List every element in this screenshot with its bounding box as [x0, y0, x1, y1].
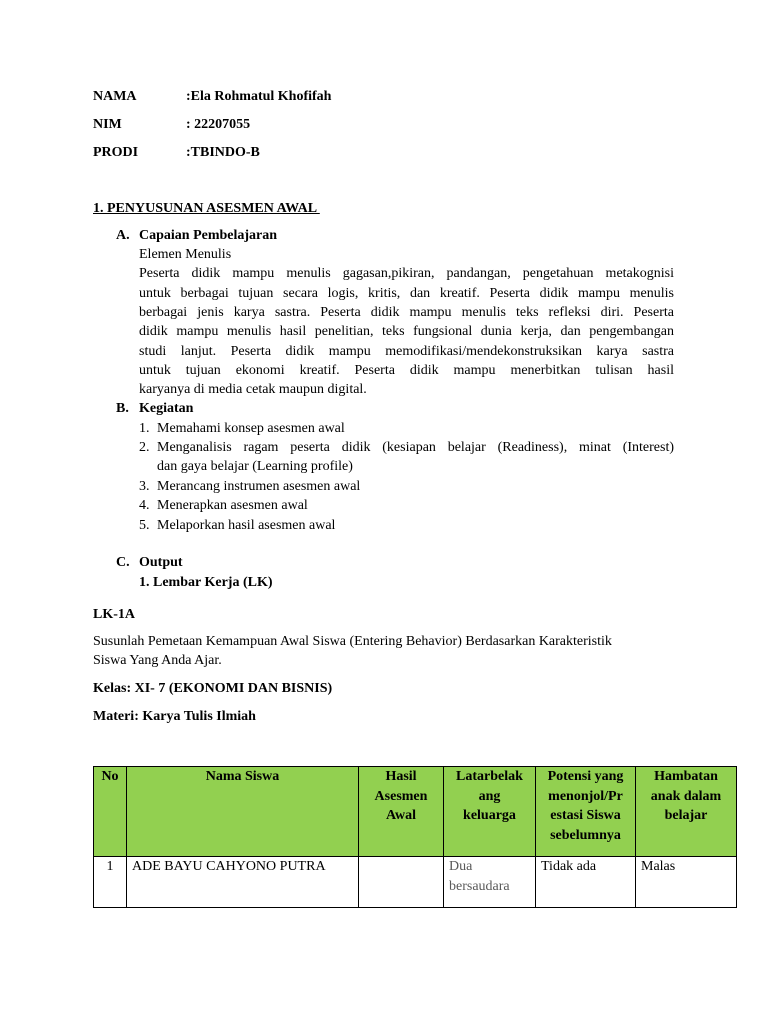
- cell-nama-siswa: ADE BAYU CAHYONO PUTRA: [127, 857, 359, 908]
- header-line: estasi Siswa: [550, 808, 621, 823]
- kelas-label: Kelas: XI- 7 (EKONOMI DAN BISNIS): [93, 681, 333, 696]
- section-c-title: Output: [139, 555, 183, 570]
- header-hasil-asesmen: [359, 767, 444, 857]
- header-line: Asesmen: [374, 788, 428, 804]
- section-c-letter: C.: [116, 555, 130, 570]
- list-item: Menganalisis ragam peserta didik (kesiapan belajar (Readiness), minat (Interest): [157, 440, 674, 455]
- header-line: Hambatan: [654, 769, 718, 784]
- paragraph-line: berbagai jenis karya sastra. Peserta didik mampu menulis teks refleksi diri. Peserta: [139, 305, 674, 320]
- lk-instruction-line: Siswa Yang Anda Ajar.: [93, 653, 222, 668]
- list-number: 4.: [139, 498, 150, 513]
- lk-instruction-line: Susunlah Pemetaan Kemampuan Awal Siswa (Entering Behavior) Berdasarkan Karakteristik: [93, 634, 612, 649]
- list-number: 1.: [139, 420, 150, 436]
- section-b-title: Kegiatan: [139, 401, 194, 416]
- cell-latar-belakang: [444, 857, 536, 908]
- list-number: 5.: [139, 517, 150, 533]
- header-line: Potensi yang: [547, 769, 624, 784]
- header-latar-belakang: [444, 767, 536, 857]
- nim-label: NIM: [93, 117, 122, 132]
- list-item-continuation: dan gaya belajar (Learning profile): [157, 459, 353, 474]
- paragraph-line: untuk tujuan ekonomi kreatif. Peserta didik mampu menerbitkan tulisan hasil: [139, 363, 674, 378]
- cell-hambatan: Malas: [636, 857, 737, 908]
- header-line: belajar: [664, 808, 708, 823]
- paragraph-line: karyanya di media cetak maupun digital.: [139, 382, 367, 397]
- cell-hasil-asesmen: [359, 857, 444, 908]
- prodi-label: PRODI: [93, 145, 139, 160]
- prodi-value: :TBINDO-B: [186, 145, 260, 160]
- header-potensi: [536, 767, 636, 857]
- header-line: Latarbelak: [456, 769, 523, 784]
- nim-value: : 22207055: [186, 117, 251, 132]
- table-header-row: [94, 767, 737, 857]
- paragraph-line: didik mampu menulis hasil penelitian, teks fungsional dunia kerja, dan pengembangan: [139, 324, 674, 339]
- lk-title: LK-1A: [93, 607, 135, 622]
- header-line: Awal: [385, 808, 417, 823]
- nama-value: :Ela Rohmatul Khofifah: [186, 89, 332, 104]
- paragraph-line: studi lanjut. Peserta didik mampu memodifikasi/mendekonstruksikan karya sastra: [139, 343, 674, 359]
- header-line: sebelumnya: [550, 827, 621, 843]
- section-a-subtitle: Elemen Menulis: [139, 247, 232, 262]
- list-number: 3.: [139, 478, 150, 494]
- paragraph-line: untuk berbagai tujuan secara logis, kritis, dan kreatif. Peserta didik mampu menulis: [139, 285, 674, 301]
- section-a-title: Capaian Pembelajaran: [139, 228, 278, 243]
- header-line: anak dalam: [650, 788, 722, 804]
- header-nama-siswa: Nama Siswa: [127, 767, 359, 857]
- header-line: Hasil: [385, 769, 417, 784]
- nama-label: NAMA: [93, 89, 137, 104]
- list-item: Melaporkan hasil asesmen awal: [157, 517, 336, 533]
- cell-potensi: Tidak ada: [536, 857, 636, 908]
- list-number: 2.: [139, 440, 150, 455]
- header-line: ang: [478, 788, 501, 804]
- header-line: keluarga: [463, 808, 516, 823]
- cell-no: 1: [94, 857, 127, 908]
- list-item: Memahami konsep asesmen awal: [157, 420, 345, 436]
- paragraph-line: Peserta didik mampu menulis gagasan,pikiran, pandangan, pengetahuan metakognisi: [139, 266, 674, 281]
- list-item: Menerapkan asesmen awal: [157, 498, 308, 513]
- header-line: menonjol/Pr: [548, 788, 623, 804]
- mapping-table: [93, 766, 737, 908]
- section-title: 1. PENYUSUNAN ASESMEN AWAL: [93, 201, 320, 216]
- header-no: No: [94, 767, 127, 857]
- materi-label: Materi: Karya Tulis Ilmiah: [93, 709, 256, 724]
- header-hambatan: [636, 767, 737, 857]
- cell-line: Dua: [449, 859, 473, 874]
- output-item: 1. Lembar Kerja (LK): [139, 575, 273, 590]
- table-row: [94, 857, 737, 908]
- section-b-letter: B.: [116, 401, 129, 416]
- list-item: Merancang instrumen asesmen awal: [157, 478, 361, 494]
- section-a-letter: A.: [116, 228, 130, 243]
- cell-line: bersaudara: [449, 878, 510, 894]
